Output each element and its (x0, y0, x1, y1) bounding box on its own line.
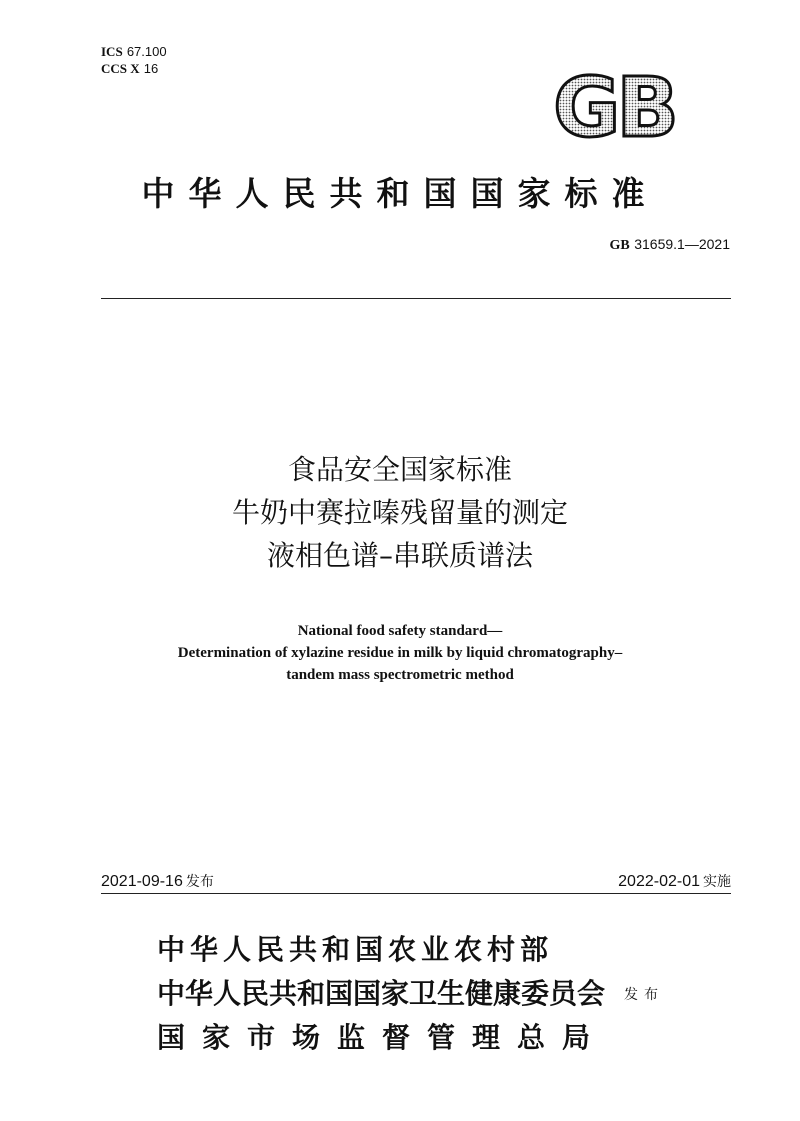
english-title (0, 620, 800, 686)
footer-divider (101, 893, 731, 894)
date-row (101, 871, 731, 893)
chinese-title-line-2: 牛奶中赛拉嗪残留量的测定 (231, 496, 568, 529)
issue-date: 2021-09-16 发布 (101, 873, 214, 890)
english-title-line-1: National food safety standard— (297, 623, 503, 639)
issuing-authority-title: 中华人民共和国国家标准 (141, 174, 659, 213)
chinese-title-line-1: 食品安全国家标准 (287, 453, 512, 486)
issuer-health-commission: 中华人民共和国国家卫生健康委员会 (157, 977, 606, 1010)
standard-number: GB 31659.1—2021 (609, 236, 730, 253)
classification-codes (101, 44, 167, 78)
ccs-code: CCS X 16 (101, 61, 159, 76)
english-title-line-2: Determination of xylazine residue in milk by liquid chromatography– (177, 645, 623, 661)
english-title-line-3: tandem mass spectrometric method (286, 667, 514, 683)
chinese-title-line-3: 液相色谱–串联质谱法 (266, 539, 533, 572)
ics-code: ICS 67.100 (101, 44, 167, 59)
publish-label: 发布 (624, 987, 664, 1003)
issuing-organizations (157, 928, 607, 1060)
gb-logo (538, 66, 690, 142)
header-divider (101, 298, 731, 299)
chinese-title (0, 448, 800, 577)
issuer-market-regulation: 国家市场监督管理总局 (157, 1021, 608, 1054)
issuer-ministry-agriculture: 中华人民共和国农业农村部 (157, 933, 554, 966)
svg-text:GB: GB (553, 66, 675, 142)
implementation-date: 2022-02-01 实施 (618, 873, 731, 890)
